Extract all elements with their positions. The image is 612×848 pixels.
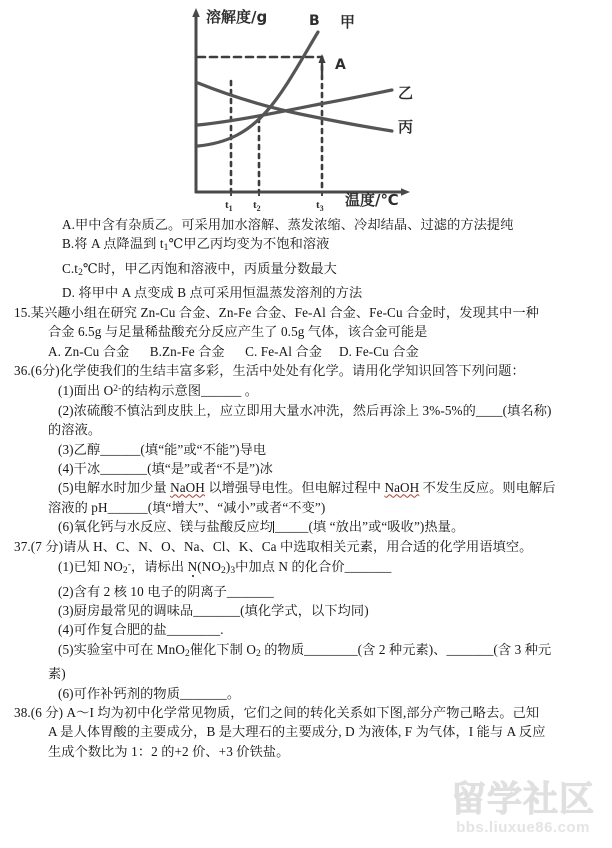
- xtick-t1-base: t: [225, 199, 229, 211]
- exam-paper-text: [0, 215, 612, 761]
- label-curve-yi: 乙: [398, 84, 414, 102]
- text-line: 素): [48, 666, 66, 682]
- question-q14-options: [0, 215, 612, 303]
- xtick-t3-sub: 3: [319, 204, 324, 213]
- x-axis-arrow: [401, 188, 410, 196]
- question-block: [0, 215, 612, 761]
- curve-bing: [198, 83, 392, 131]
- label-point-A: A: [335, 57, 346, 73]
- question-q15: [0, 303, 612, 361]
- text-line: 38.(6 分) A～I 均为初中化学常见物质，它们之间的转化关系如下图,部分产物己略去。己知: [14, 705, 540, 721]
- xtick-label-t3: [316, 199, 324, 213]
- text-line: (6)氧化钙与水反应、镁与盐酸反应均 _____(填 “放出”或“吸收”)热量。: [58, 519, 465, 535]
- text-line: A.甲中含有杂质乙。可采用加水溶解、蒸发浓缩、冷却结晶、过滤的方法提纯: [62, 217, 514, 232]
- question-q36: [0, 361, 612, 537]
- text-line: (2)浓硫酸不慎沾到皮肤上，应立即用大量水冲洗，然后再涂上 3%-5%的____(填名称): [58, 402, 552, 418]
- watermark-title: 留学社区: [450, 780, 595, 820]
- text-line: (5)电解水时加少量 NaOH 以增强导电性。但电解过程中 NaOH 不发生反应。则电解后: [58, 480, 556, 496]
- site-watermark: [438, 780, 608, 846]
- label-curve-jia: 甲: [340, 13, 356, 31]
- text-line: (3)乙醇______(填“能”或“不能”)导电: [58, 441, 267, 457]
- text-line: (4)可作复合肥的盐________.: [58, 622, 224, 638]
- text-line: (5)实验室中可在 MnO$_2$催化下制 $O_2$ 的物质________(含 2 种元素)、_______(含 3 种元: [58, 641, 552, 659]
- xtick-label-t2: [253, 199, 261, 213]
- solubility-chart-svg: [0, 0, 612, 215]
- text-line: 36.(6分)化学使我们的生结丰富多彩，生活中处处有化学。请用化学知识回答下列问题：: [14, 363, 525, 378]
- text-line: A 是人体胃酸的主要成分，B 是大理石的主要成分, D 为液体, F 为气体，I 能与 A 反应: [48, 724, 546, 740]
- text-line: (3)厨房最常见的调味品_______(填化学式，以下均同): [58, 602, 369, 618]
- text-line: 溶液的 pH______(填“增大”、“减小”或者“不变”): [48, 499, 326, 515]
- text-line: 的溶液。: [48, 422, 102, 438]
- question-q38: [0, 703, 612, 761]
- text-line: 合金 6.5g 与足量稀盐酸充分反应产生了 0.5g 气体，该合金可能是: [48, 324, 428, 340]
- xtick-t3-base: t: [316, 199, 320, 211]
- xtick-t2-base: t: [253, 199, 257, 211]
- watermark-url: bbs.liuxue86.com: [456, 819, 590, 836]
- x-axis-label: 温度/℃: [345, 191, 399, 209]
- text-line: (6)可作补钙剂的物质_______。: [58, 685, 241, 701]
- label-point-B: B: [309, 13, 320, 29]
- xtick-t1-sub: 1: [228, 204, 233, 213]
- text-line: B.将 A 点降温到 $t_1℃$甲乙丙均变为不饱和溶液: [62, 236, 330, 254]
- text-line: $C.t_2℃$时，甲乙丙饱和溶液中，丙质量分数最大: [62, 260, 337, 278]
- text-line: (4)干冰_______(填“是”或者“不是”)冰: [58, 461, 273, 477]
- question-q37: [0, 537, 612, 703]
- text-line: (1)面出 $O^{2-}$的结构示意图______ 。: [58, 383, 258, 399]
- xtick-label-t1: [225, 199, 233, 213]
- y-axis-label: 溶解度/g: [206, 8, 268, 26]
- solubility-curve-figure: [0, 0, 612, 215]
- xtick-t2-sub: 2: [256, 204, 261, 213]
- y-axis-arrow: [192, 8, 200, 17]
- text-line: (1)已知 $NO_2^-$，请标出 $N(NO_2)_3$中加点 N 的化合价_______: [58, 559, 392, 577]
- label-curve-bing: 丙: [398, 118, 414, 136]
- text-line: D. 将甲中 A 点变成 B 点可采用恒温蒸发溶剂的方法: [62, 285, 363, 301]
- text-line: 15.某兴趣小组在研究 Zn-Cu 合金、Zn-Fe 合金、Fe-Al 合金、Fe-Cu 合金时，发现其中一种: [14, 304, 539, 320]
- text-line: 37.(7 分)请从 H、C、N、O、Na、Cl、K、Ca 中选取相关元素，用合适的化学用语填空。: [14, 538, 533, 554]
- text-line: A. Zn-Cu 合金 B.Zn-Fe 合金 C. Fe-Al 合金 D. Fe-Cu 合金: [48, 343, 419, 359]
- text-line: (2)含有 2 核 10 电子的阴离子_______: [58, 583, 274, 599]
- text-line: 生成个数比为 1：2 的+2 价、+3 价铁盐。: [48, 743, 290, 759]
